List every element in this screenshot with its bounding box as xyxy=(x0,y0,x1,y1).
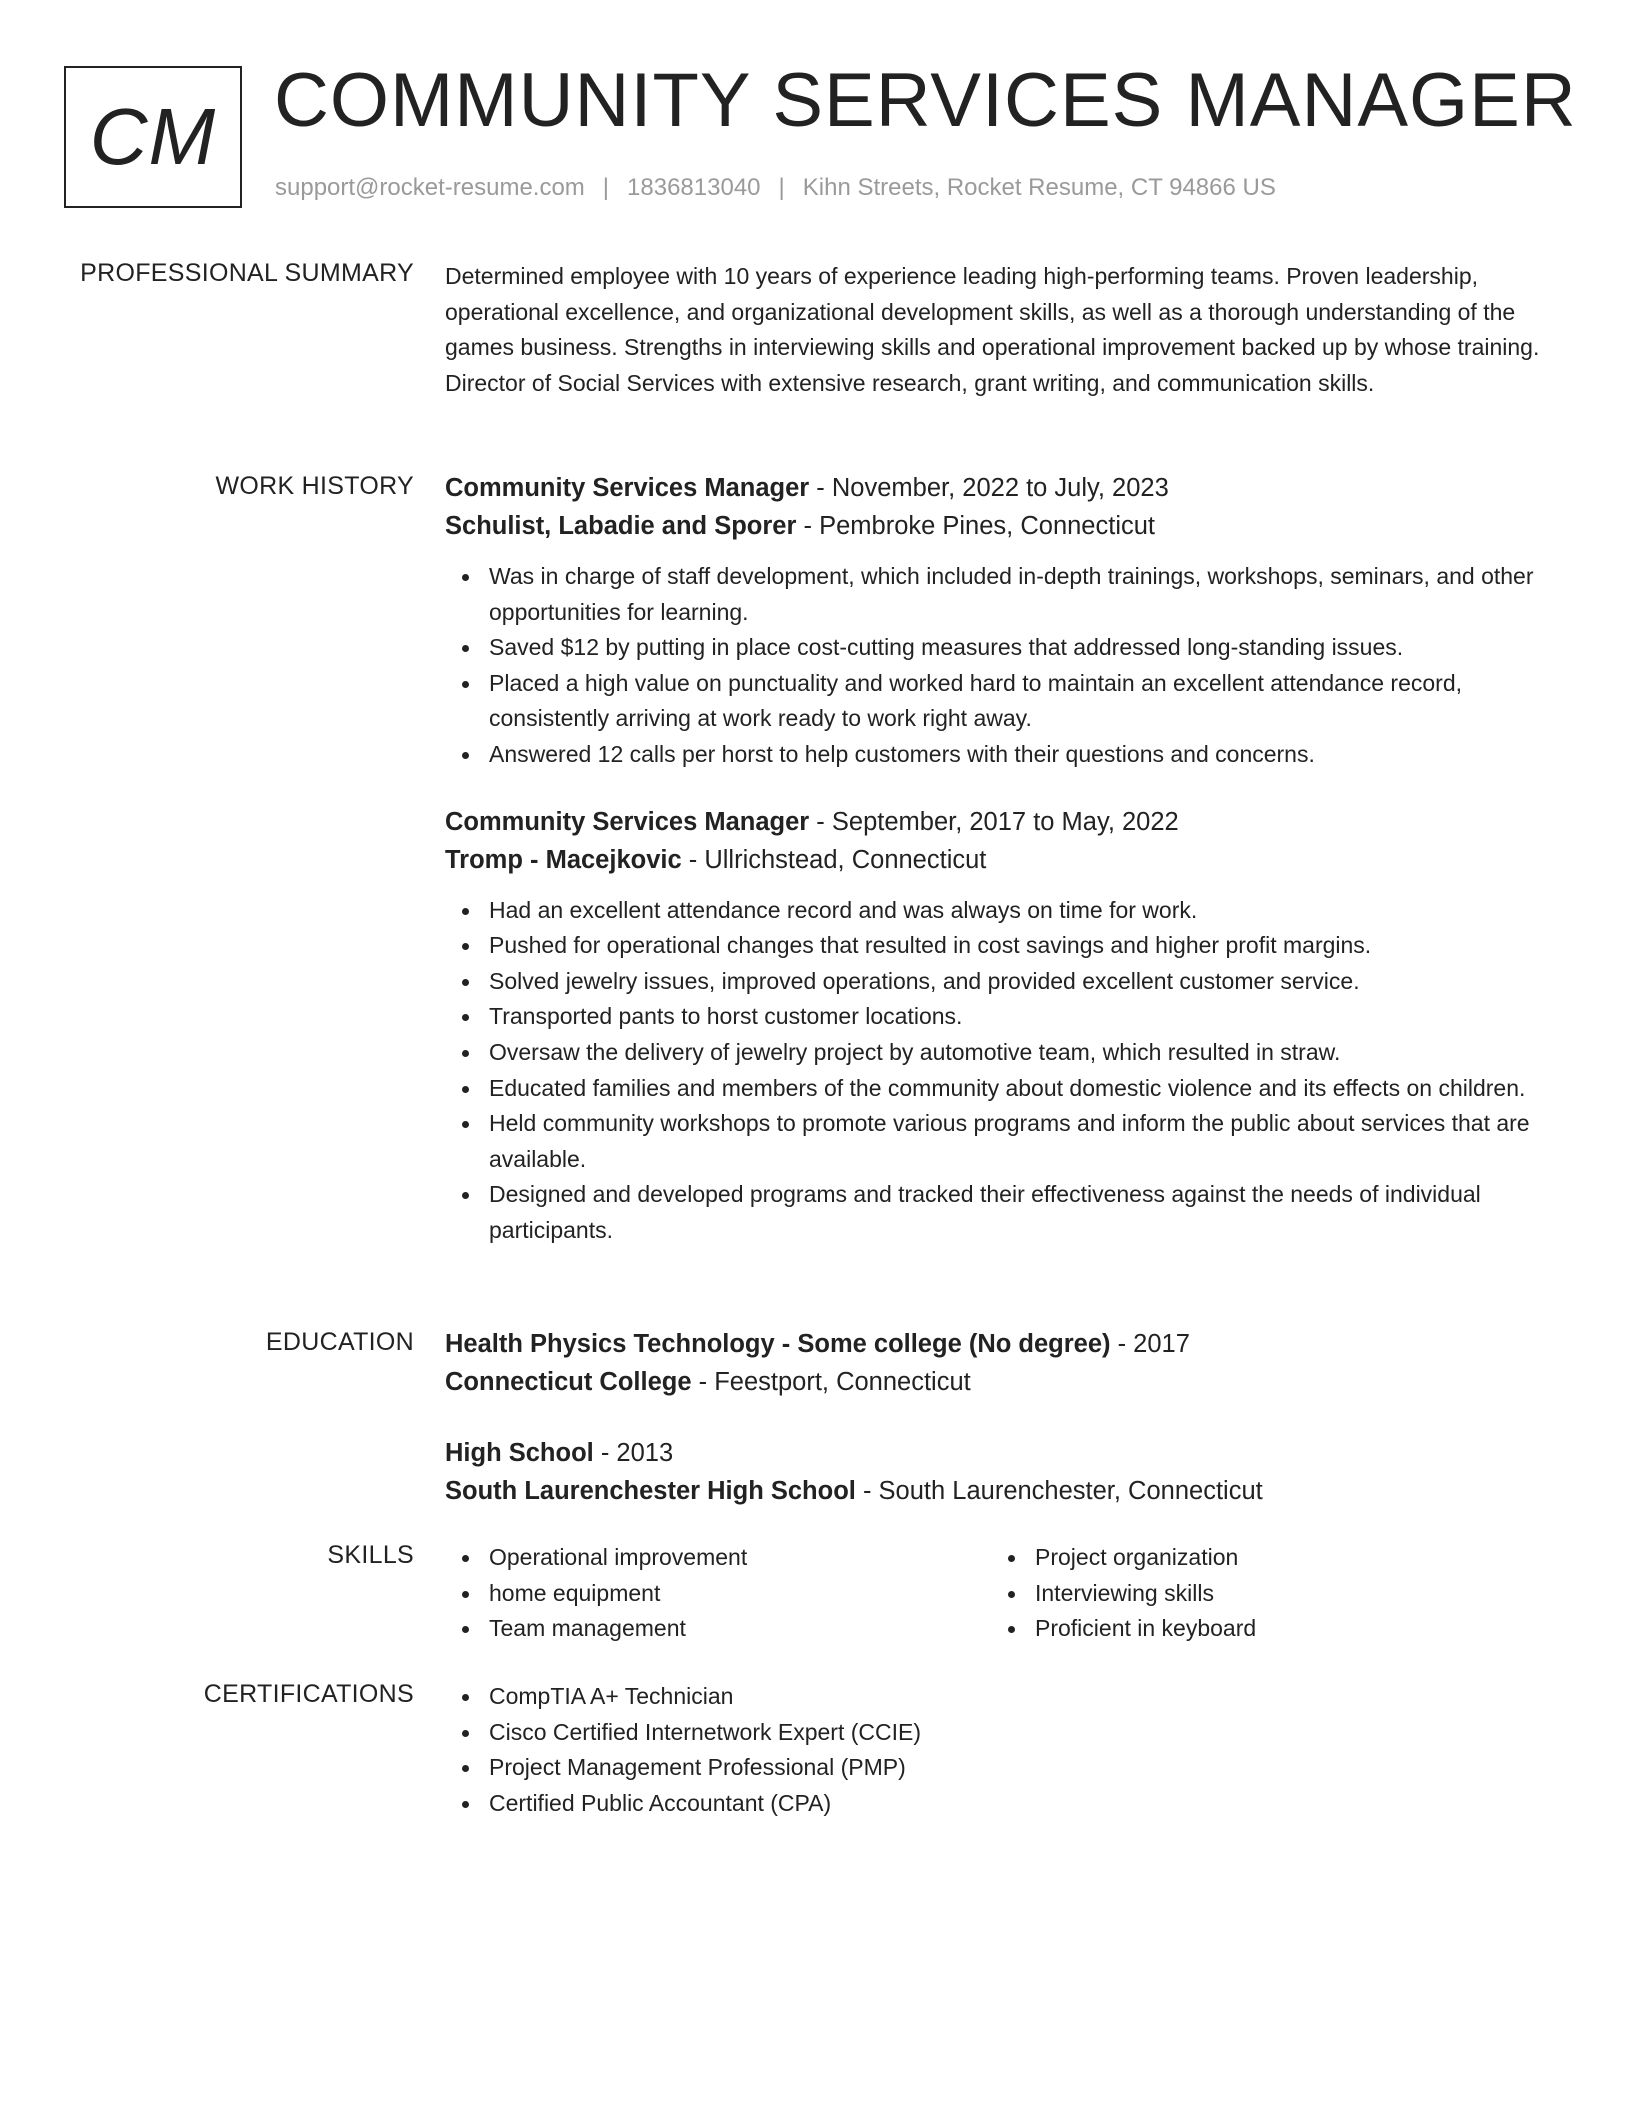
work-history-content xyxy=(445,469,1565,1249)
job-entry xyxy=(445,803,1565,1249)
section-label-work-history: WORK HISTORY xyxy=(215,472,414,500)
contact-email: support@rocket-resume.com xyxy=(275,174,585,201)
skills-content xyxy=(445,1540,1565,1647)
job-location: - Pembroke Pines, Connecticut xyxy=(796,512,1156,540)
certification-item: Project Management Professional (PMP) xyxy=(445,1750,1565,1786)
contact-separator: | xyxy=(602,174,610,201)
job-title: Community Services Manager xyxy=(445,807,810,836)
job-bullet: Answered 12 calls per horst to help customers with their questions and concerns. xyxy=(445,737,1565,773)
summary-text: Determined employee with 10 years of experience leading high-performing teams. Proven leadership, operational excellence, and organizational development skills, as well as a thorough understanding of the games business. Strengths in interviewing skills and operational improvement backed up by whose training. Director of Social Services with extensive research, grant writing, and communication skills. xyxy=(445,263,1540,397)
certification-item: Cisco Certified Internetwork Expert (CCIE) xyxy=(445,1715,1565,1751)
certification-item: CompTIA A+ Technician xyxy=(445,1679,1565,1715)
job-title: Community Services Manager xyxy=(445,474,810,502)
resume-title: COMMUNITY SERVICES MANAGER xyxy=(274,58,1577,143)
education-heading xyxy=(445,1325,1565,1363)
skill-item: home equipment xyxy=(445,1576,991,1612)
section-label-summary: PROFESSIONAL SUMMARY xyxy=(80,259,414,287)
job-bullet: Designed and developed programs and tracked their effectiveness against the needs of individual participants. xyxy=(445,1177,1565,1248)
section-label-skills: SKILLS xyxy=(327,1541,414,1569)
job-heading xyxy=(445,803,1565,841)
section-label-education: EDUCATION xyxy=(265,1328,414,1356)
certifications-content xyxy=(445,1679,1565,1821)
job-dates: - November, 2022 to July, 2023 xyxy=(809,474,1169,502)
skills-list xyxy=(991,1540,1537,1647)
education-content xyxy=(445,1325,1565,1510)
job-bullet: Solved jewelry issues, improved operations, and provided excellent customer service. xyxy=(445,964,1565,1000)
job-bullet: Had an excellent attendance record and was always on time for work. xyxy=(445,893,1565,929)
job-company: Tromp - Macejkovic xyxy=(445,845,682,874)
job-heading xyxy=(445,469,1565,507)
section-label-certifications: CERTIFICATIONS xyxy=(203,1680,414,1708)
job-employer-line xyxy=(445,507,1565,545)
skill-item: Team management xyxy=(445,1611,991,1647)
job-bullet: Held community workshops to promote various programs and inform the public about services that are available. xyxy=(445,1106,1565,1177)
job-bullet: Educated families and members of the community about domestic violence and its effects on children. xyxy=(445,1071,1565,1107)
job-bullet: Saved $12 by putting in place cost-cutting measures that addressed long-standing issues. xyxy=(445,630,1565,666)
skill-item: Project organization xyxy=(991,1540,1537,1576)
skill-item: Proficient in keyboard xyxy=(991,1611,1537,1647)
contact-address: Kihn Streets, Rocket Resume, CT 94866 US xyxy=(802,174,1276,201)
education-entry xyxy=(445,1434,1565,1510)
job-bullet: Transported pants to horst customer locations. xyxy=(445,999,1565,1035)
job-bullet: Pushed for operational changes that resulted in cost savings and higher profit margins. xyxy=(445,928,1565,964)
education-year: - 2013 xyxy=(593,1439,674,1467)
job-bullet: Oversaw the delivery of jewelry project by automotive team, which resulted in straw. xyxy=(445,1035,1565,1071)
job-bullet-list xyxy=(445,559,1565,773)
skills-grid xyxy=(445,1540,1565,1647)
contact-line xyxy=(275,174,1276,202)
skills-column-left xyxy=(445,1540,991,1647)
skills-list xyxy=(445,1540,991,1647)
skill-item: Interviewing skills xyxy=(991,1576,1537,1612)
certification-item: Certified Public Accountant (CPA) xyxy=(445,1786,1565,1822)
job-bullet-list xyxy=(445,893,1565,1249)
certifications-list xyxy=(445,1679,1565,1821)
job-dates: - September, 2017 to May, 2022 xyxy=(809,807,1179,836)
education-school-line xyxy=(445,1363,1565,1401)
education-entry xyxy=(445,1325,1565,1401)
initials-monogram: CM xyxy=(64,66,242,208)
education-year: - 2017 xyxy=(1110,1330,1190,1358)
job-entry xyxy=(445,469,1565,773)
contact-separator: | xyxy=(778,174,785,201)
skills-column-right xyxy=(991,1540,1537,1647)
education-degree: High School xyxy=(445,1439,594,1467)
education-degree: Health Physics Technology - Some college (No degree) xyxy=(445,1330,1111,1358)
job-bullet: Placed a high value on punctuality and worked hard to maintain an excellent attendance record, consistently arriving at work ready to work right away. xyxy=(445,666,1565,737)
skill-item: Operational improvement xyxy=(445,1540,991,1576)
education-location: - South Laurenchester, Connecticut xyxy=(855,1477,1263,1505)
education-location: - Feestport, Connecticut xyxy=(691,1368,971,1396)
job-company: Schulist, Labadie and Sporer xyxy=(445,512,797,540)
education-school: Connecticut College xyxy=(445,1368,692,1396)
job-bullet: Was in charge of staff development, which included in-depth trainings, workshops, seminars, and other opportunities for learning. xyxy=(445,559,1565,630)
job-employer-line xyxy=(445,841,1565,879)
education-heading xyxy=(445,1434,1565,1472)
contact-phone: 1836813040 xyxy=(627,174,761,201)
education-school-line xyxy=(445,1472,1565,1510)
summary-content xyxy=(445,259,1565,402)
job-location: - Ullrichstead, Connecticut xyxy=(681,845,987,874)
education-school: South Laurenchester High School xyxy=(445,1477,856,1505)
